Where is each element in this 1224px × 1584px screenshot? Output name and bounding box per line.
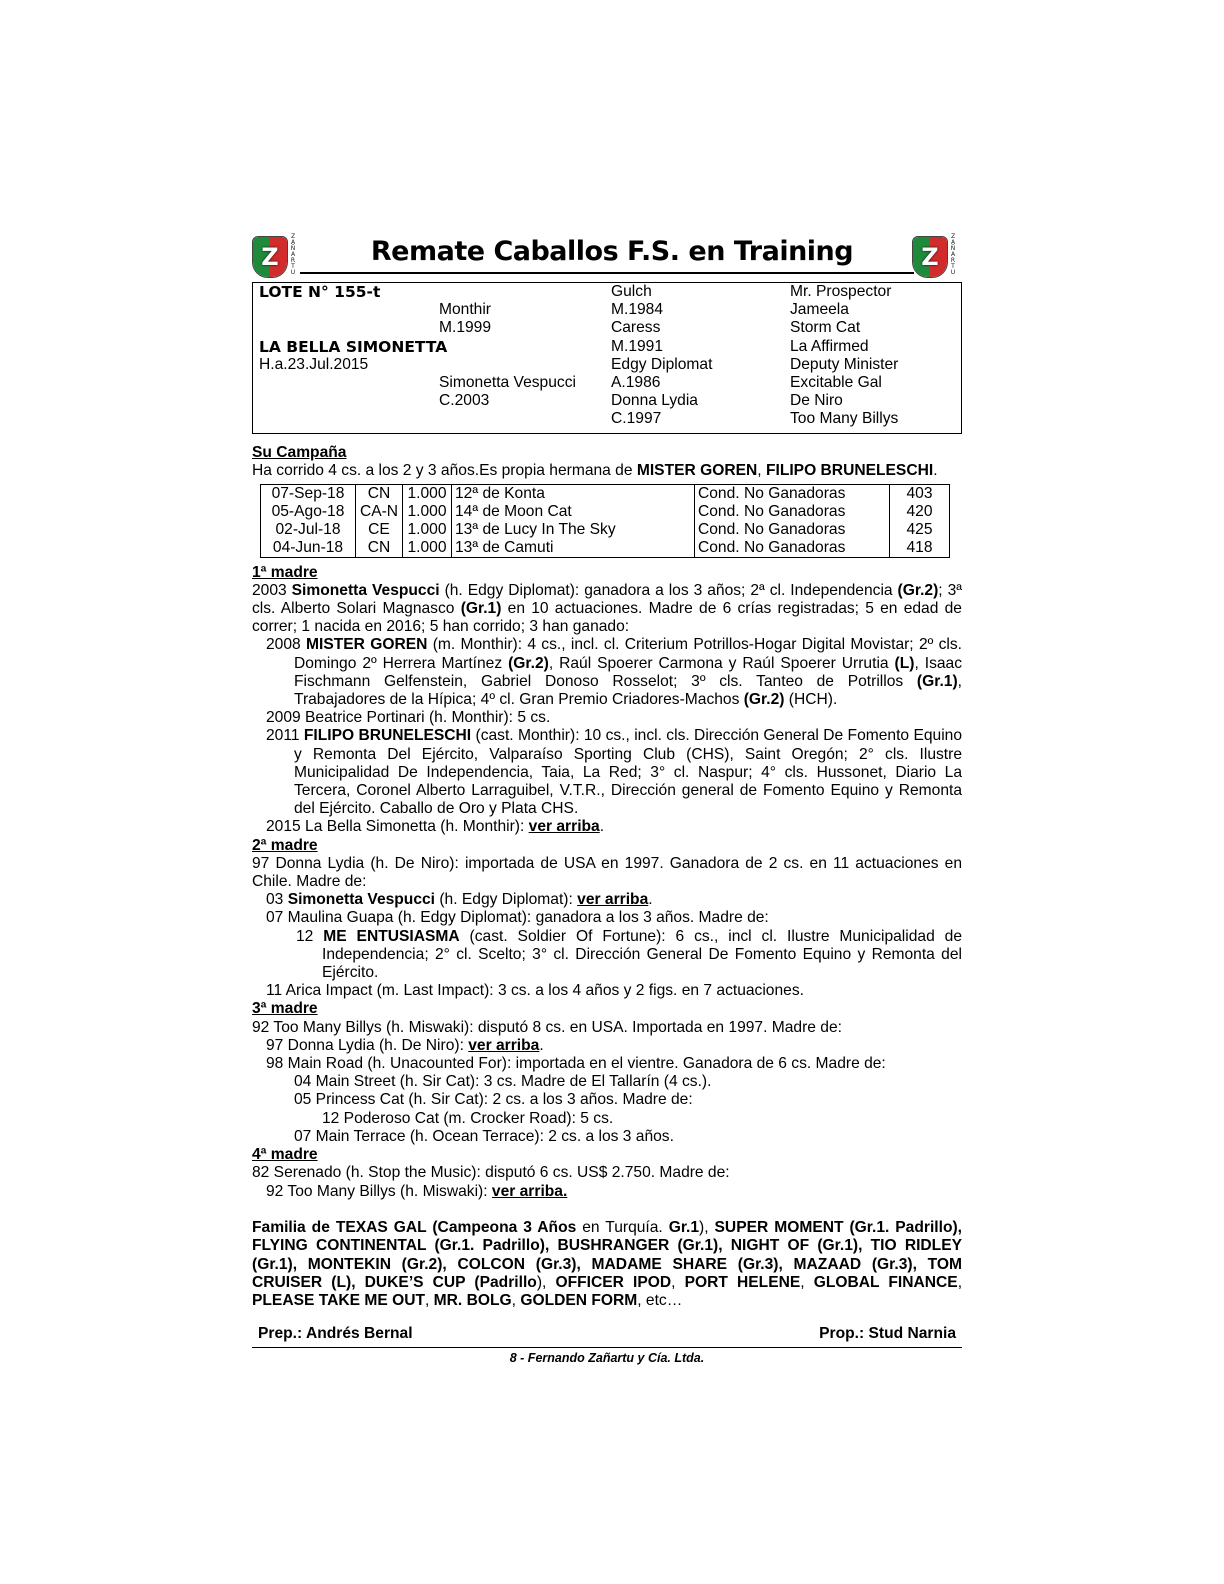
page-footer: 8 - Fernando Zañartu y Cía. Ltda. xyxy=(509,1350,705,1365)
horse-info: H.a.23.Jul.2015 xyxy=(259,355,369,373)
table-row: 05-Ago-18 CA-N 1.000 14ª de Moon Cat Cond. No Ganadoras 420 xyxy=(261,503,950,521)
zanartu-logo: Z Z A Ñ A R T U xyxy=(252,234,302,280)
second-dam-section: 2ª madre 97 Donna Lydia (h. De Niro): importada de USA en 1997. Ganadora de 2 cs. en 11 actuaciones en Chile. Madre de: 03 Simonetta Vespucci (h. Edgy Diplomat): ver arriba. 07 Maulina Guapa (h. Edgy Diplomat): ganadora a los 3 años. Madre de: 12 ME ENTUSIASMA (cast. Soldier Of Fortune): 6 cs., incl cl. Ilustre Municipalidad de Independencia; 2° cl. Scelto; 3° cl. Dirección General De Fomento Equino y Remonta del Ejército. 11 Arica Impact (m. Last Impact): 3 cs. a los 4 años y 2 figs. en 7 actuaciones. xyxy=(252,836,962,1000)
footer-divider xyxy=(252,1347,962,1348)
table-row: 04-Jun-18 CN 1.000 13ª de Camuti Cond. No Ganadoras 418 xyxy=(261,539,950,557)
pedigree-grandparents: Gulch M.1984 Caress M.1991 Edgy Diplomat A.1986 Donna Lydia C.1997 xyxy=(611,283,713,428)
zanartu-logo: Z Z A Ñ A R T U xyxy=(912,234,962,280)
table-row: 02-Jul-18 CE 1.000 13ª de Lucy In The Sky Cond. No Ganadoras 425 xyxy=(261,521,950,539)
fourth-dam-section: 4ª madre 82 Serenado (h. Stop the Music): disputó 6 cs. US$ 2.750. Madre de: 92 Too Many Billys (h. Miswaki): ver arriba. xyxy=(252,1146,730,1200)
page-title: Remate Caballos F.S. en Training xyxy=(370,236,854,267)
third-dam-section: 3ª madre 92 Too Many Billys (h. Miswaki): disputó 8 cs. en USA. Importada en 1997. Madre de: 97 Donna Lydia (h. De Niro): ver arriba. 98 Main Road (h. Unacounted For): importada en el vientre. Ganadora de 6 cs. Madre de: 04 Main Street (h. Sir Cat): 3 cs. Madre de El Tallarín (4 cs.). 05 Princess Cat (h. Sir Cat): 2 cs. a los 3 años. Madre de: 12 Poderoso Cat (m. Crocker Road): 5 cs. 07 Main Terrace (h. Ocean Terrace): 2 cs. a los 3 años. xyxy=(252,1000,886,1145)
trainer: Prep.: Andrés Bernal xyxy=(258,1324,413,1342)
catalog-page xyxy=(252,228,962,1365)
table-row: 07-Sep-18 CN 1.000 12ª de Konta Cond. No Ganadoras 403 xyxy=(261,485,950,503)
family-paragraph: Familia de TEXAS GAL (Campeona 3 Años en Turquía. Gr.1), SUPER MOMENT (Gr.1. Padrillo), FLYING CONTINENTAL (Gr.1. Padrillo), BUSHRANGER (Gr.1), NIGHT OF (Gr.1), TIO RIDLEY (Gr.1), MONTEKIN (Gr.2), COLCON (Gr.3), MADAME SHARE (Gr.3), MAZAAD (Gr.3), TOM CRUISER (L), DUKE’S CUP (Padrillo), OFFICER IPOD, PORT HELENE, GLOBAL FINANCE, PLEASE TAKE ME OUT, MR. BOLG, GOLDEN FORM, etc… xyxy=(252,1218,963,1310)
first-dam-section: 1ª madre 2003 Simonetta Vespucci (h. Edgy Diplomat): ganadora a los 3 años; 2ª cl. Independencia (Gr.2); 3ª cls. Alberto Solari Magnasco (Gr.1) en 10 actuaciones. Madre de 6 crías registradas; 5 en edad de correr; 1 nacida en 2016; 5 han corrido; 3 han ganado: 2008 MISTER GOREN (m. Monthir): 4 cs., incl. cl. Criterium Potrillos-Hogar Digital Movistar; 2º cls. Domingo 2º Herrera Martínez (Gr.2), Raúl Spoerer Carmona y Raúl Spoerer Urrutia (L), Isaac Fischmann Gelfenstein, Gabriel Donoso Rosselot; 3º cls. Tanteo de Potrillos (Gr.1), Trabajadores de la Hípica; 4º cl. Gran Premio Criadores-Machos (Gr.2) (HCH). 2009 Beatrice Portinari (h. Monthir): 5 cs. 2011 FILIPO BRUNELESCHI (cast. Monthir): 10 cs., incl. cls. Dirección General De Fomento Equino y Remonta Del Ejército, Valparaíso Sporting Club (CHS), Saint Oregón; 2° cls. Ilustre Municipalidad De Independencia, Taia, La Red; 3° cl. Naspur; 4° cls. Hussonet, Diario La Tercera, Coronel Alberto Larraguibel, V.T.R., Dirección general de Fomento Equino y Remonta del Ejército. Caballo de Oro y Plata CHS. 2015 La Bella Simonetta (h. Monthir): ver arriba. xyxy=(252,563,963,836)
section-heading: Su Campaña xyxy=(252,444,347,461)
pedigree-box xyxy=(252,282,962,434)
sire-info: M.1999 xyxy=(439,319,492,337)
sire-name: Monthir xyxy=(439,301,491,319)
race-table xyxy=(260,484,950,557)
pedigree-great-grandparents: Mr. Prospector Jameela Storm Cat La Affirmed Deputy Minister Excitable Gal De Niro Too Many Billys xyxy=(790,283,899,428)
campaign-section: Su Campaña Ha corrido 4 cs. a los 2 y 3 años.Es propia hermana de MISTER GOREN, FILIPO BRUNELESCHI. xyxy=(252,444,962,480)
ver-arriba-link: ver arriba xyxy=(528,818,600,836)
lot-number: LOTE N° 155-t xyxy=(259,283,381,301)
owner: Prop.: Stud Narnia xyxy=(819,1324,956,1342)
trainer-owner-line xyxy=(252,1325,962,1345)
title-underline xyxy=(300,272,914,274)
page-header xyxy=(252,228,962,280)
horse-name: LA BELLA SIMONETTA xyxy=(259,337,448,356)
dam-info: C.2003 xyxy=(439,392,490,410)
dam-name: Simonetta Vespucci xyxy=(439,373,576,391)
